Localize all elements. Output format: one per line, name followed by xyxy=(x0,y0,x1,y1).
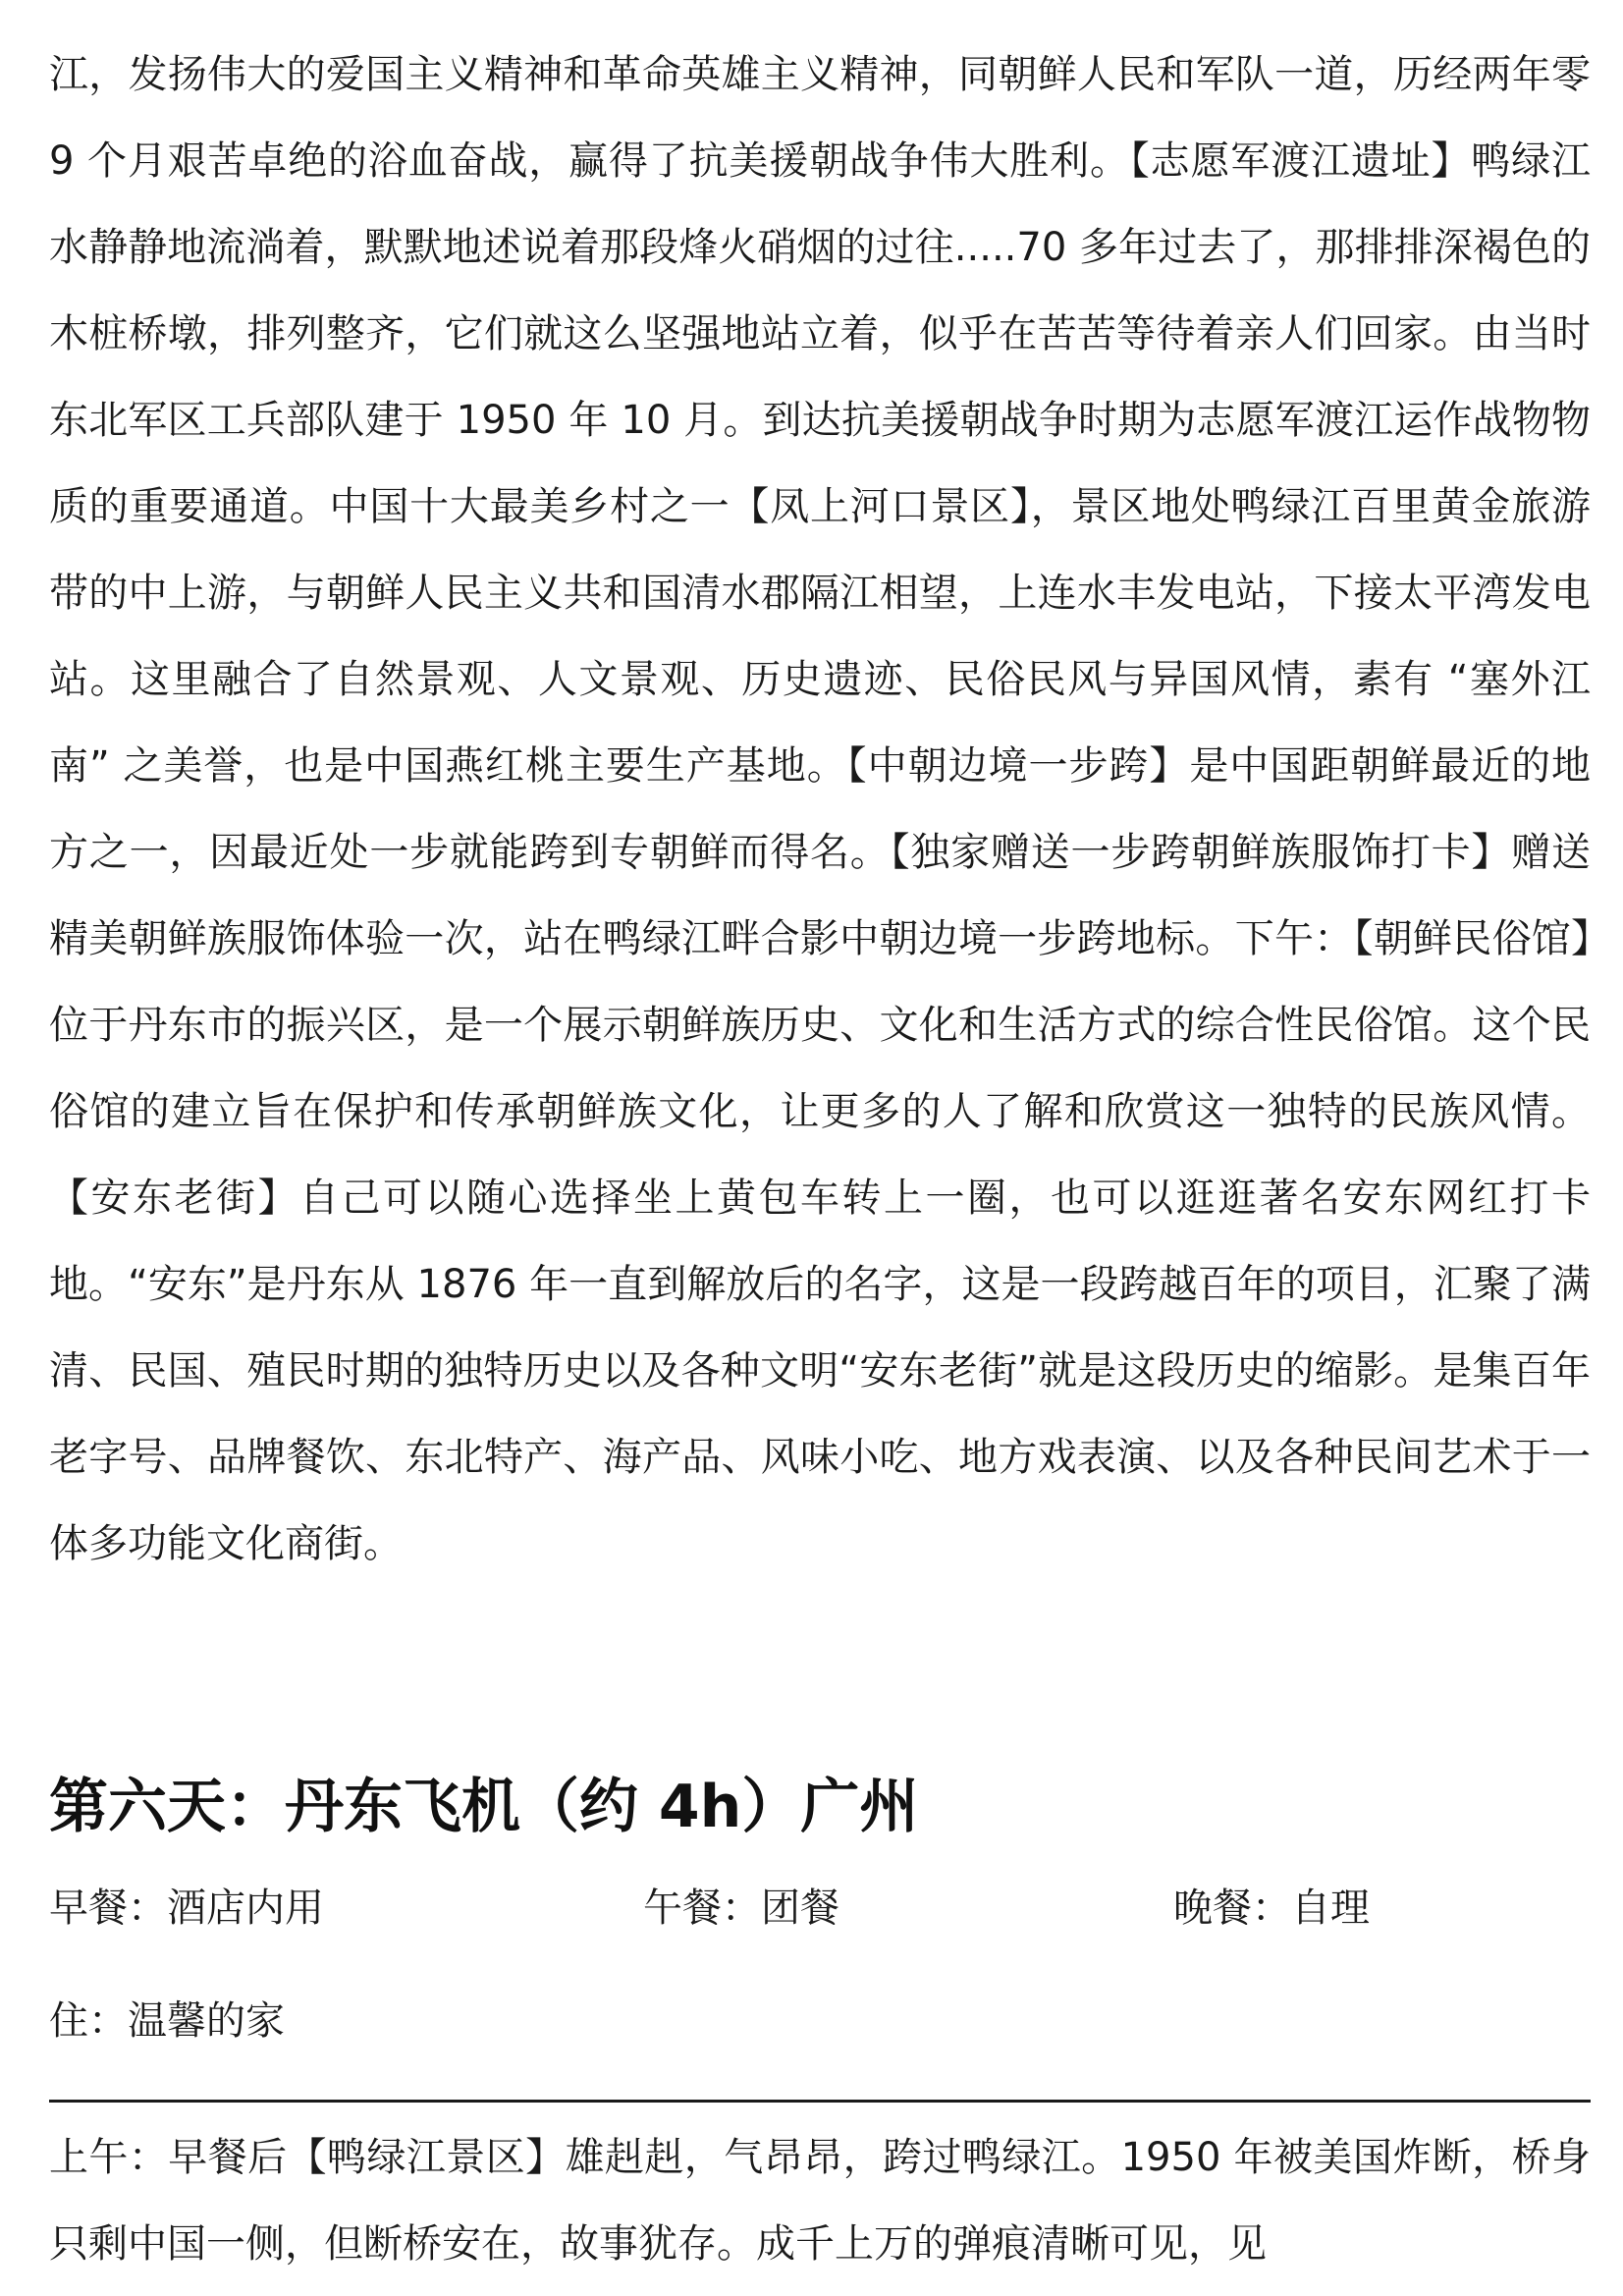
day-six-paragraph: 上午：早餐后【鸭绿江景区】雄赳赳，气昂昂，跨过鸭绿江。1950 年被美国炸断，桥身只剩中国一侧，但断桥安在，故事犹存。成千上万的弹痕清晰可见，见 xyxy=(49,2135,1591,2267)
lunch-info: 午餐：团餐 xyxy=(643,1886,839,1931)
accommodation-info: 住：温馨的家 xyxy=(49,1998,285,2044)
section-divider xyxy=(49,2100,1591,2103)
dinner-info: 晚餐：自理 xyxy=(1173,1886,1370,1931)
itinerary-paragraph: 江，发扬伟大的爱国主义精神和革命英雄主义精神，同朝鲜人民和军队一道，历经两年零 9 个月艰苦卓绝的浴血奋战，赢得了抗美援朝战争伟大胜利。【志愿军渡江遗址】鸭绿江水静静地流淌着，默默地述说着那段烽火硝烟的过往.....70 多年过去了，那排排深褐色的木桩桥墩，排列整齐，它们就这么坚强地站立着，似乎在苦苦等待着亲人们回家。由当时东北军区工兵部队建于 1950 年 10 月。到达抗美援朝战争时期为志愿军渡江运作战物物质的重要通道。中国十大最美乡村之一【凤上河口景区】，景区地处鸭绿江百里黄金旅游带的中上游，与朝鲜人民主义共和国清水郡隔江相望，上连水丰发电站，下接太平湾发电站。这里融合了自然景观、人文景观、历史遗迹、民俗民风与异国风情，素有 “塞外江南” 之美誉，也是中国燕红桃主要生产基地。【中朝边境一步跨】是中国距朝鲜最近的地方之一，因最近处一步就能跨到专朝鲜而得名。【独家赠送一步跨朝鲜族服饰打卡】赠送精美朝鲜族服饰体验一次，站在鸭绿江畔合影中朝边境一步跨地标。下午：【朝鲜民俗馆】位于丹东市的振兴区，是一个展示朝鲜族历史、文化和生活方式的综合性民俗馆。这个民俗馆的建立旨在保护和传承朝鲜族文化，让更多的人了解和欣赏这一独特的民族风情。【安东老街】自己可以随心选择坐上黄包车转上一圈，也可以逛逛著名安东网红打卡地。“安东”是丹东从 1876 年一直到解放后的名字，这是一段跨越百年的项目，汇聚了满清、民国、殖民时期的独特历史以及各种文明“安东老街”就是这段历史的缩影。是集百年老字号、品牌餐饮、东北特产、海产品、风味小吃、地方戏表演、以及各种民间艺术于一体多功能文化商街。 xyxy=(49,52,1591,1566)
day-six-heading: 第六天：丹东飞机（约 4h）广州 xyxy=(49,1773,919,1841)
breakfast-info: 早餐：酒店内用 xyxy=(49,1886,324,1931)
